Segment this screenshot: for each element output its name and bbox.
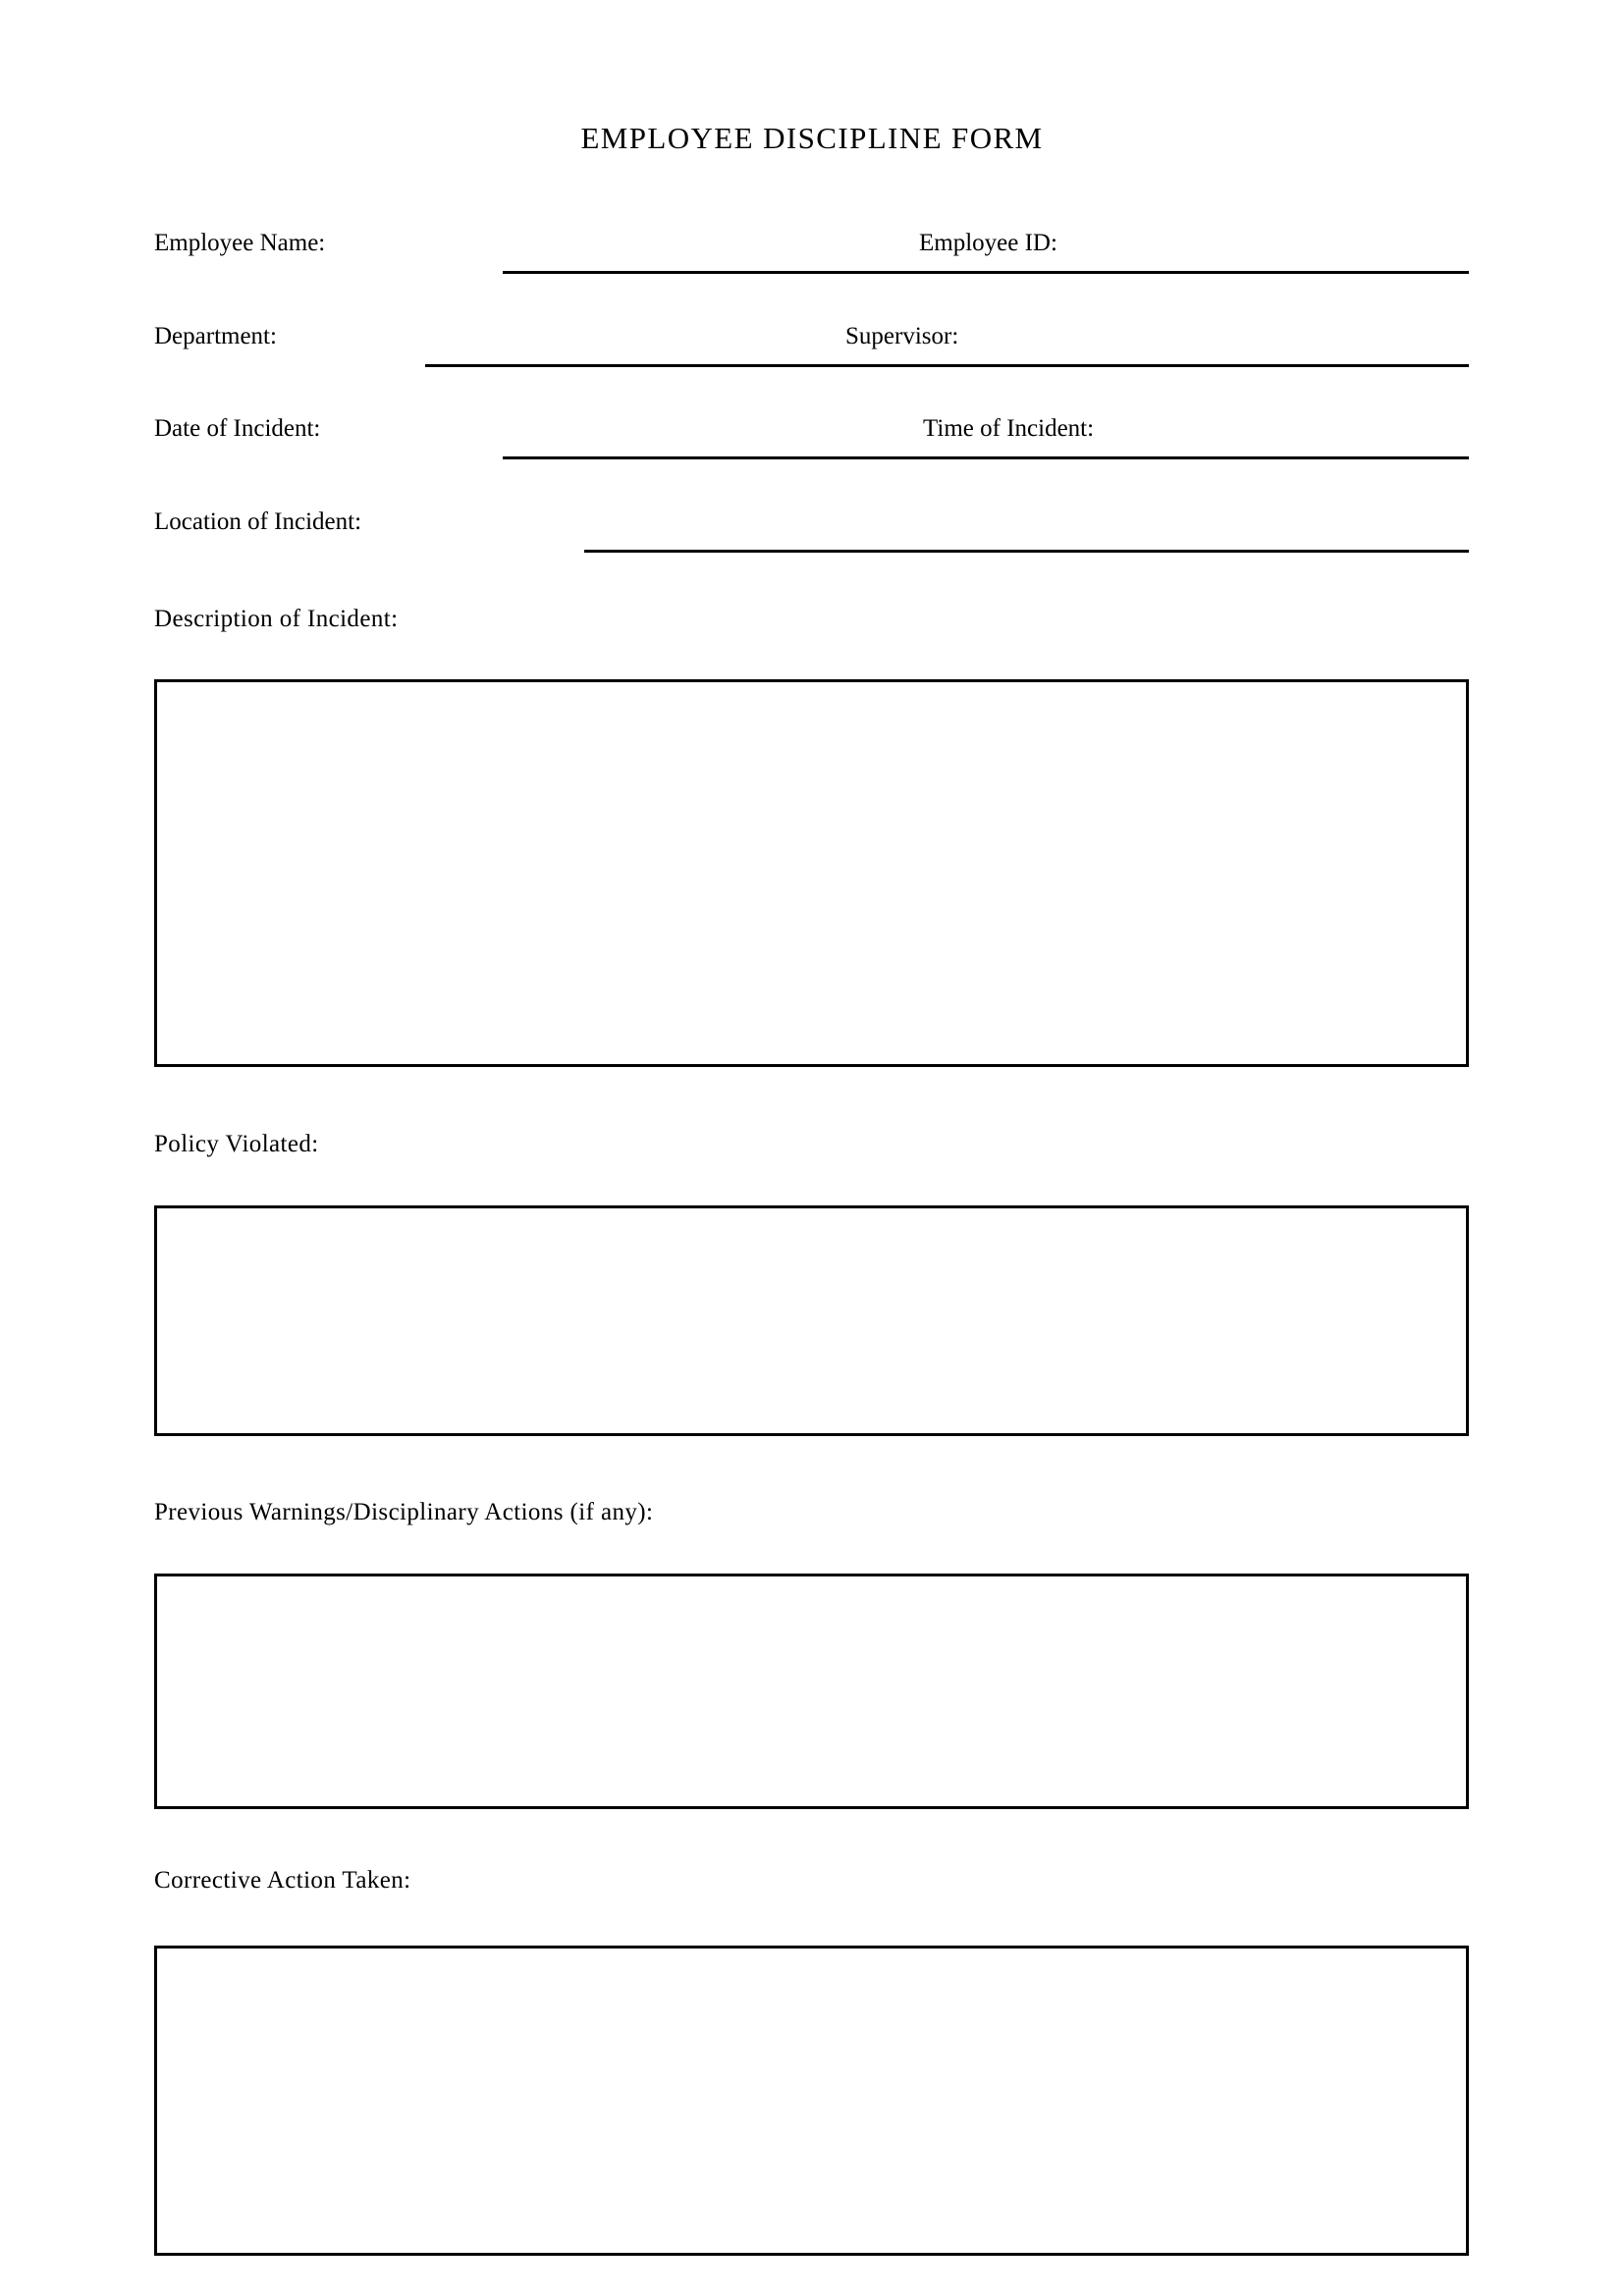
department-supervisor-input-line[interactable] xyxy=(425,364,1469,367)
date-time-incident-input-line[interactable] xyxy=(503,456,1469,459)
supervisor-label: Supervisor: xyxy=(845,323,959,349)
corrective-action-box[interactable] xyxy=(154,1946,1469,2256)
date-of-incident-label: Date of Incident: xyxy=(154,415,321,442)
row-date-time-incident xyxy=(154,414,1469,459)
employee-id-label: Employee ID: xyxy=(919,230,1057,256)
employee-name-id-input-line[interactable] xyxy=(503,271,1469,274)
time-of-incident-label: Time of Incident: xyxy=(923,415,1095,442)
row-department-supervisor xyxy=(154,322,1469,367)
policy-violated-box[interactable] xyxy=(154,1205,1469,1436)
description-of-incident-label: Description of Incident: xyxy=(154,606,399,632)
previous-warnings-label: Previous Warnings/Disciplinary Actions (if any): xyxy=(154,1499,654,1525)
location-incident-input-line[interactable] xyxy=(584,550,1469,553)
employee-name-label: Employee Name: xyxy=(154,230,326,256)
page-title: EMPLOYEE DISCIPLINE FORM xyxy=(580,121,1044,155)
department-label: Department: xyxy=(154,323,277,349)
row-location-incident xyxy=(154,507,1469,553)
corrective-action-label: Corrective Action Taken: xyxy=(154,1867,411,1894)
previous-warnings-box[interactable] xyxy=(154,1574,1469,1809)
row-employee-name-id xyxy=(154,229,1469,274)
policy-violated-label: Policy Violated: xyxy=(154,1131,319,1157)
location-of-incident-label: Location of Incident: xyxy=(154,508,362,535)
description-of-incident-box[interactable] xyxy=(154,679,1469,1067)
